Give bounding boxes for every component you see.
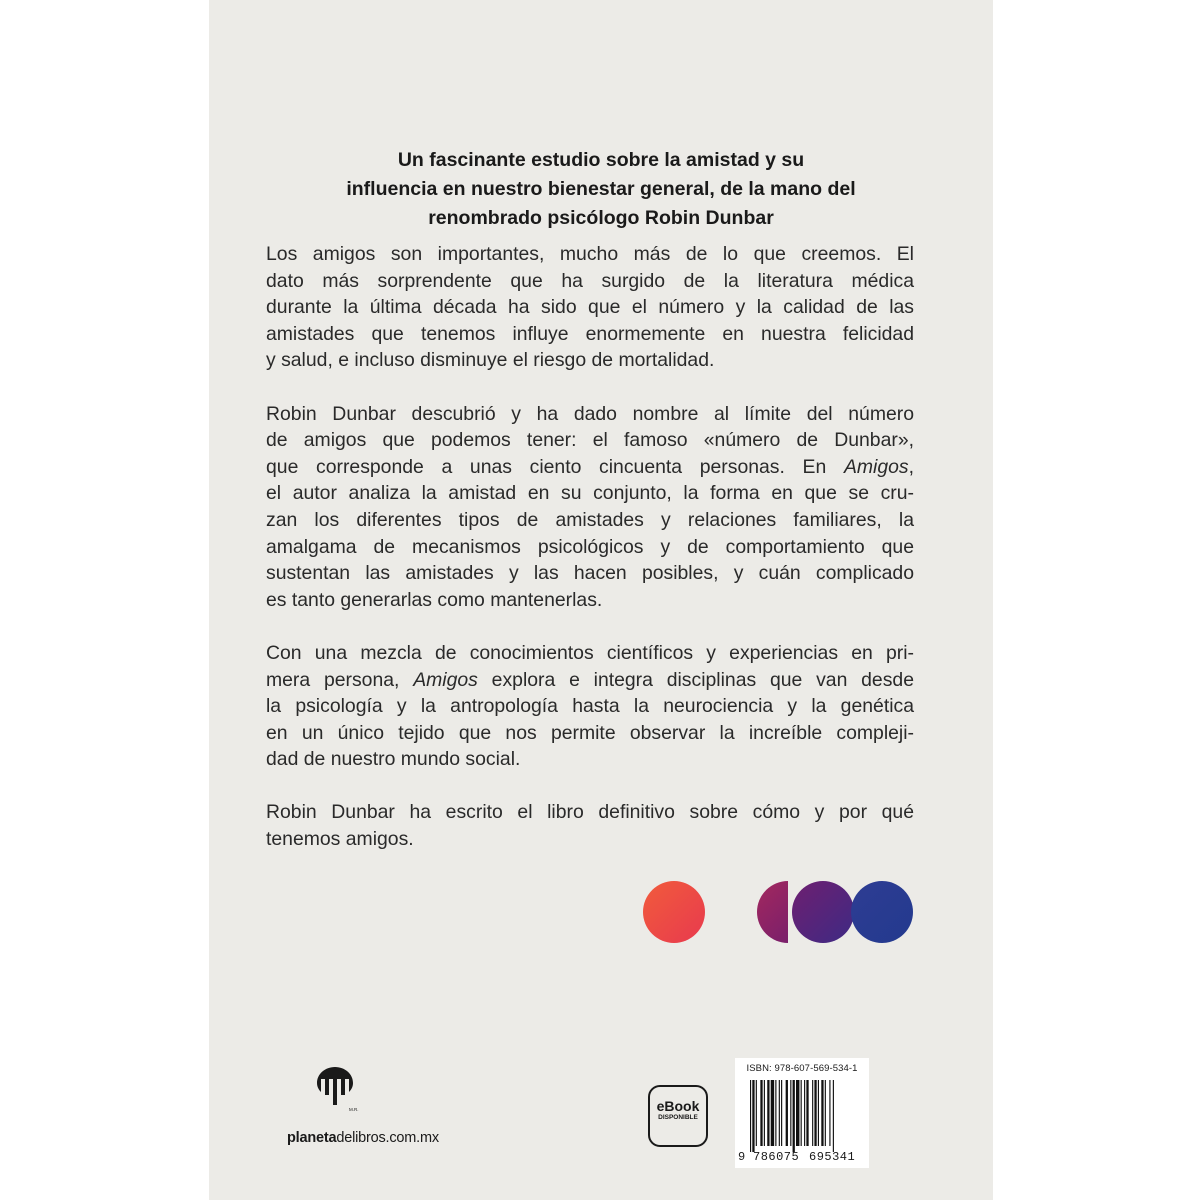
- barcode-bar: [750, 1080, 751, 1152]
- text-run: que corresponde a unas ciento cincuenta personas. En: [266, 455, 844, 478]
- barcode-icon: [748, 1080, 860, 1152]
- isbn-digit-group-1: 786075: [753, 1150, 800, 1164]
- barcode-bar: [767, 1080, 769, 1146]
- text-line: de amigos que podemos tener: el famoso «número de Dunbar»,: [266, 429, 914, 452]
- barcode-bar: [793, 1080, 795, 1152]
- publisher-website[interactable]: [287, 1130, 439, 1146]
- isbn-digit-group-2: 695341: [809, 1150, 856, 1164]
- barcode-bar: [775, 1080, 776, 1146]
- barcode-bar: [756, 1080, 757, 1146]
- barcode-bar: [825, 1080, 826, 1146]
- barcode-bar: [779, 1080, 780, 1146]
- synopsis: [266, 241, 914, 879]
- tagline-line-3: renombrado psicólogo Robin Dunbar: [428, 207, 774, 229]
- text-line: amistades que tenemos influye enormemente en nuestra felicidad: [266, 322, 914, 345]
- website-rest: delibros.com.mx: [336, 1130, 439, 1146]
- text-line: amalgama de mecanismos psicológicos y de comportamiento que: [266, 535, 914, 558]
- barcode-bar: [760, 1080, 762, 1146]
- tagline-line-2: influencia en nuestro bienestar general, de la mano del: [346, 178, 856, 200]
- isbn-barcode-block: [735, 1058, 869, 1168]
- barcode-bar: [796, 1080, 799, 1146]
- text-line: dad de nuestro mundo social.: [266, 748, 521, 771]
- text-line: tenemos amigos.: [266, 828, 414, 851]
- barcode-bar: [833, 1080, 834, 1152]
- barcode-bar: [764, 1080, 765, 1146]
- logo-registered-mark: M.R.: [349, 1107, 359, 1112]
- paragraph-4: [266, 799, 914, 852]
- barcode-bar: [818, 1080, 819, 1146]
- barcode-bar: [771, 1080, 774, 1146]
- text-run: ,: [908, 455, 914, 478]
- text-line: [266, 667, 914, 694]
- text-line: en un único tejido que nos permite observar la increíble compleji-: [266, 721, 914, 744]
- text-line: Con una mezcla de conocimientos científicos y experiencias en pri-: [266, 641, 914, 664]
- barcode-bar: [821, 1080, 823, 1146]
- text-line: Los amigos son importantes, mucho más de lo que creemos. El: [266, 243, 914, 265]
- website-bold-part: planeta: [287, 1130, 337, 1146]
- barcode-bar: [806, 1080, 808, 1146]
- decorative-circle-blue: [851, 881, 913, 943]
- text-line: Robin Dunbar descubrió y ha dado nombre al límite del número: [266, 402, 914, 425]
- barcode-bar: [812, 1080, 813, 1146]
- text-line: la psicología y la antropología hasta la neurociencia y la genética: [266, 695, 914, 718]
- isbn-first-digit: 9: [738, 1150, 746, 1164]
- planeta-logo-icon: [313, 1065, 359, 1115]
- barcode-bar: [786, 1080, 788, 1146]
- decorative-circle-orange: [643, 881, 705, 943]
- decorative-half-circle: [757, 881, 788, 943]
- text-line: Robin Dunbar ha escrito el libro definitivo sobre cómo y por qué: [266, 801, 914, 824]
- tagline-line-1: Un fascinante estudio sobre la amistad y su: [397, 149, 805, 171]
- barcode-bar: [801, 1080, 802, 1146]
- book-title-italic: Amigos: [843, 455, 909, 478]
- text-line: [266, 454, 914, 481]
- decorative-circle-purple: [792, 881, 854, 943]
- book-back-cover: [209, 0, 993, 1200]
- barcode-bar: [829, 1080, 830, 1146]
- text-line: el autor analiza la amistad en su conjunto, la forma en que se cru-: [266, 482, 914, 505]
- text-run: mera persona,: [266, 668, 414, 691]
- text-line: zan los diferentes tipos de amistades y relaciones familiares, la: [266, 508, 914, 531]
- isbn-label: ISBN: 978-607-569-534-1: [746, 1063, 858, 1074]
- ebook-available-badge: [648, 1085, 708, 1147]
- barcode-bar: [790, 1080, 791, 1146]
- cover-tagline: [209, 146, 993, 233]
- paragraph-2: [266, 401, 914, 614]
- paragraph-3: [266, 640, 914, 773]
- text-line: sustentan las amistades y las hacen posibles, y cuán complicado: [266, 562, 914, 585]
- book-title-italic: Amigos: [413, 668, 478, 691]
- text-line: y salud, e incluso disminuye el riesgo de mortalidad.: [266, 349, 715, 372]
- ebook-badge-title: eBook: [656, 1098, 700, 1114]
- text-line: dato más sorprendente que ha surgido de la literatura médica: [266, 269, 914, 292]
- text-run: explora e integra disciplinas que van desde: [477, 668, 914, 691]
- text-line: durante la última década ha sido que el número y la calidad de las: [266, 296, 914, 319]
- barcode-bar: [814, 1080, 816, 1146]
- text-line: es tanto generarlas como mantenerlas.: [266, 588, 603, 611]
- isbn-digits: [735, 1150, 869, 1164]
- paragraph-1: [266, 241, 914, 374]
- ebook-badge-subtitle: DISPONIBLE: [658, 1114, 698, 1121]
- barcode-bar: [804, 1080, 805, 1146]
- barcode-bar: [752, 1080, 754, 1152]
- barcode-bar: [781, 1080, 782, 1146]
